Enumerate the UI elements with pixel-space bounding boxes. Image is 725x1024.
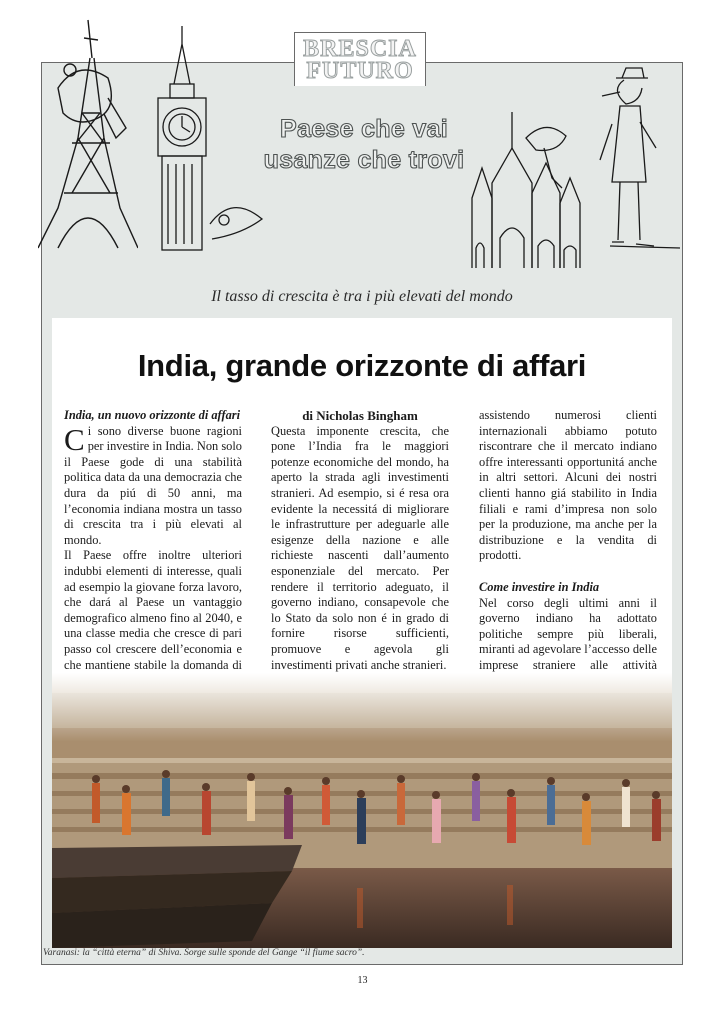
drop-cap: C [64, 421, 85, 457]
paragraph: Ci sono diverse buone ragioni per investire in India. Non solo il Paese gode di una stabilità politica data da una democrazia che dura da piú di 50 anni, ma l’economia indiana mostra un tasso di crescita tra i più elevati al mondo. [64, 421, 242, 547]
photo-caption: Varanasi: la “città eterna” di Shiva. Sorge sulle sponde del Gange “il fiume sacro”. [43, 948, 365, 958]
slogan [230, 114, 498, 176]
page-number: 13 [357, 975, 368, 986]
column-1-subhead: India, un nuovo orizzonte di affari [64, 408, 241, 422]
brescia-futuro-logo [294, 32, 426, 86]
eiffel-tower-sketch [38, 18, 138, 253]
article-column-2 [271, 408, 449, 689]
paragraph: assistendo numerosi clienti internazionali abbiamo potuto riscontrare che il mercato indiano offre interessanti opportunitá anche in altri settori. Alcuni dei nostri clienti hanno giá stabilito in India filiali e rami d’impresa non solo per la produzione, ma anche per la distribuzione e la vendita di prodotti. [479, 408, 657, 563]
slogan-line-1: Paese che vai [280, 115, 448, 143]
caricature-figure-sketch [590, 64, 682, 250]
article-panel [52, 318, 672, 948]
logo-line-2: FUTURO [306, 58, 414, 84]
logo-line-1: BRESCIA [303, 36, 417, 62]
article-column-1 [64, 408, 242, 689]
kicker: Il tasso di crescita è tra i più elevati del mondo [211, 288, 513, 305]
column-3-subhead: Come investire in India [479, 579, 600, 594]
paragraph: Il Paese offre inoltre ulteriori indubbi elementi di interesse, quali ad esempio la giovane forza lavoro, che dará al Paese un vantaggio demografico almeno fino al 2040, e una classe media che cresce di pari passo col crescere dell’economia e che mantiene stabile la domanda di [64, 548, 242, 672]
varanasi-ghats-photo [52, 673, 672, 948]
slogan-line-2: usanze che trovi [263, 146, 465, 174]
byline: di Nicholas Bingham [302, 408, 418, 423]
paragraph: Nel corso degli ultimi anni il governo indiano ha adottato politiche sempre più liberali, miranti ad agevolare l’accesso delle imprese straniere alle attività [479, 595, 657, 672]
paragraph: Questa imponente crescita, che pone l’India fra le maggiori potenze economiche del mondo, ha aperto la strada agli investimenti stranieri. Ad esempio, si é resa ora evidente la necessitá di migliorare le infrastrutture per adeguarle alle esigenze della nazione e alle richieste nascenti dall’aumento esponenziale del mercato. Per rendere il territorio adeguato, il governo indiano, consapevole che lo Stato da solo non é in grado di fornire risorse sufficienti, promuove e agevola gli investimenti privati anche stranieri. [271, 423, 449, 672]
article-headline: India, grande orizzonte di affari [137, 348, 587, 383]
